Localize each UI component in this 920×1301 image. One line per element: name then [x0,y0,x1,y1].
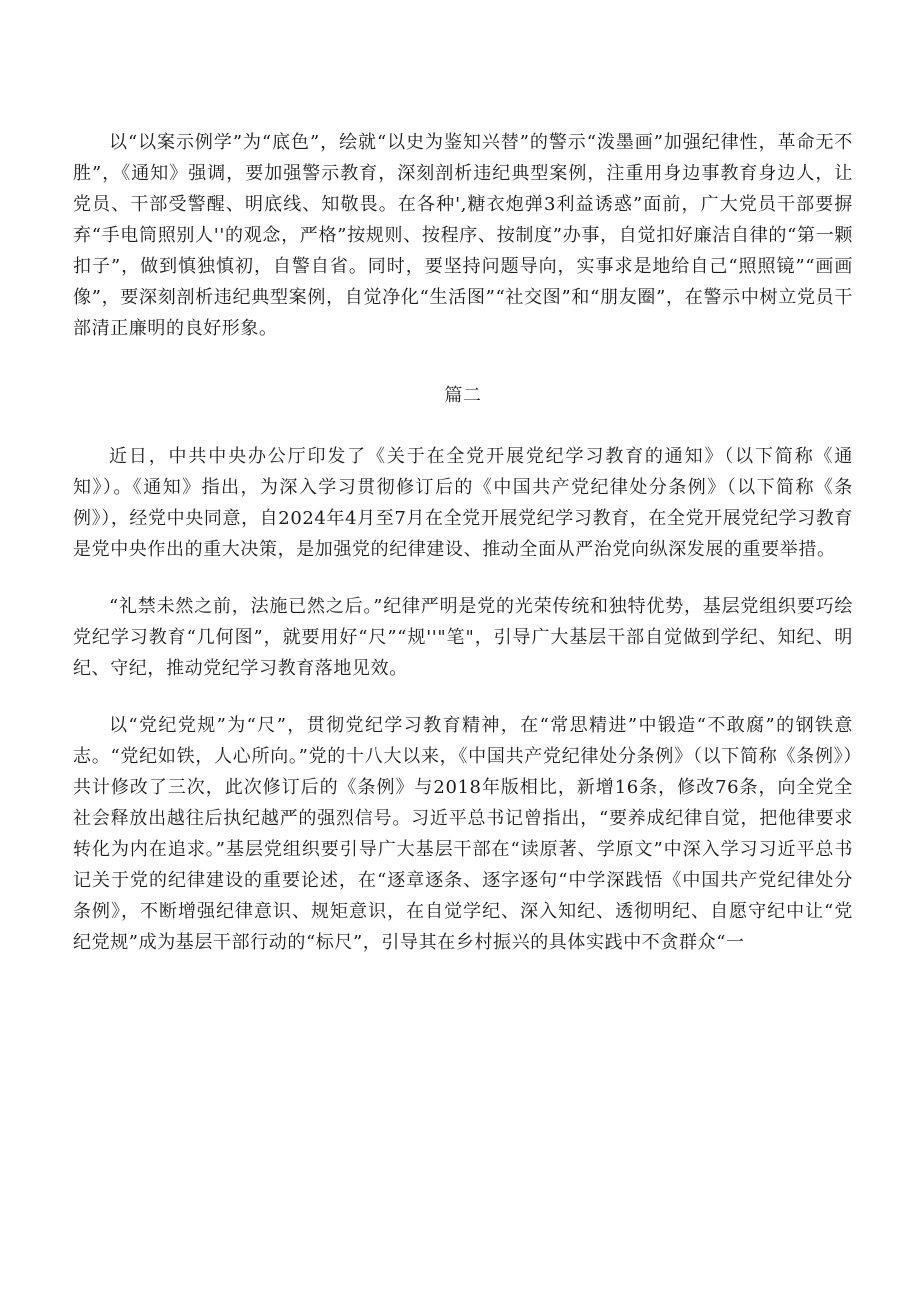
paragraph-discipline: “礼禁未然之前，法施已然之后。”纪律严明是党的光荣传统和独特优势，基层党组织要巧绘党纪学习教育“几何图”，就要用好“尺”“规''"笔"，引导广大基层干部自觉做到学纪、知纪、明纪、守纪，推动党纪学习教育落地见效。 [73,596,853,679]
paragraph-ruler: 以“党纪党规”为“尺”，贯彻党纪学习教育精神，在“常思精进”中锻造“不敢腐”的钢铁意志。“党纪如铁，人心所向。”党的十八大以来，《中国共产党纪律处分条例》（以下简称《条例》）共计修改了三次，此次修订后的《条例》与2018年版相比，新增16条，修改76条，向全党全社会释放出越往后执纪越严的强烈信号。习近平总书记曾指出，“要养成纪律自觉，把他律要求转化为内在追求。”基层党组织要引导广大基层干部在“读原著、学原文”中深入学习习近平总书记关于党的纪律建设的重要论述，在“逐章逐条、逐字逐句“中学深践悟《中国共产党纪律处分条例》，不断增强纪律意识、规矩意识，在自觉学纪、深入知纪、透彻明纪、自愿守纪中让“党纪党规”成为基层干部行动的“标尺”，引导其在乡村振兴的具体实践中不贪群众“一 [73,715,853,953]
document-body [73,127,853,984]
paragraph-intro: 以“以案示例学”为“底色”，绘就“以史为鉴知兴替”的警示“泼墨画”加强纪律性，革命无不胜”，《通知》强调，要加强警示教育，深刻剖析违纪典型案例，注重用身边事教育身边人，让党员、干部受警醒、明底线、知敬畏。在各种',糖衣炮弹3利益诱惑”面前，广大党员干部要摒弃“手电筒照别人''的观念，严格”按规则、按程序、按制度”办事，自觉扣好廉洁自律的“第一颗扣子”，做到慎独慎初，自警自省。同时，要坚持问题导向，实事求是地给自己“照照镜”“画画像”，要深刻剖析违纪典型案例，自觉净化“生活图”“社交图”和“朋友圈”，在警示中树立党员干部清正廉明的良好形象。 [73,132,853,339]
paragraph-notice: 近日，中共中央办公厅印发了《关于在全党开展党纪学习教育的通知》（以下简称《通知》）。《通知》指出，为深入学习贯彻修订后的《中国共产党纪律处分条例》（以下简称《条例》），经党中央同意，自2024年4月至7月在全党开展党纪学习教育，在全党开展党纪学习教育是党中央作出的重大决策，是加强党的纪律建设、推动全面从严治党向纵深发展的重要举措。 [73,446,853,560]
section-title: 篇二 [444,385,482,406]
